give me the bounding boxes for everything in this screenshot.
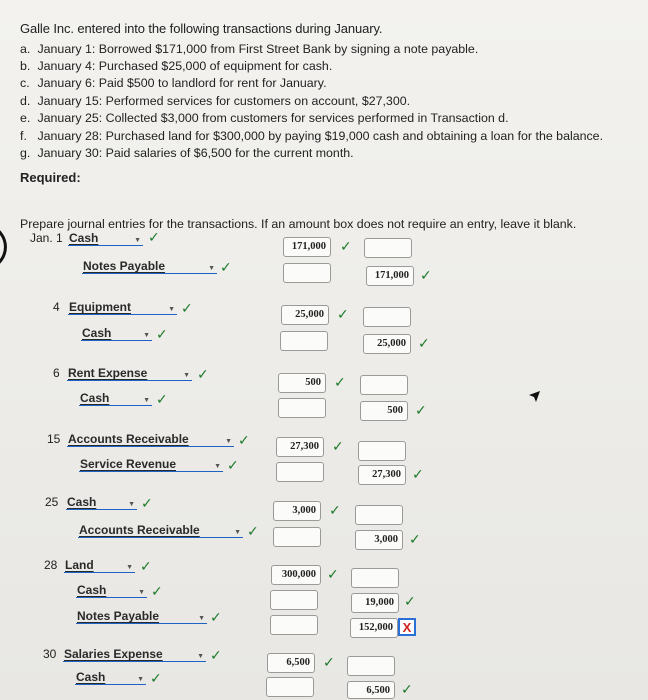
debit-account-select[interactable]: Salaries Expense ▼ [63, 647, 206, 662]
credit-amount-input[interactable]: 152,000 [350, 618, 398, 638]
check-icon: ✓ [334, 374, 346, 390]
transaction-f: f. January 28: Purchased land for $300,000 by paying $19,000 cash and obtaining a loan for the balance. [20, 129, 604, 143]
chevron-down-icon: ▼ [197, 653, 204, 660]
debit-amount-input[interactable]: 300,000 [271, 565, 321, 585]
transaction-a: a. January 1: Borrowed $171,000 from First Street Bank by signing a note payable. [20, 42, 479, 56]
chevron-down-icon: ▼ [143, 397, 150, 404]
chevron-down-icon: ▼ [134, 237, 141, 244]
chevron-down-icon: ▼ [183, 372, 190, 379]
debit-account-select[interactable]: Accounts Receivable ▼ [67, 432, 234, 447]
debit-amount-input[interactable] [278, 398, 326, 418]
check-icon: ✓ [141, 495, 153, 511]
check-icon: ✓ [418, 335, 430, 351]
chevron-down-icon: ▼ [234, 529, 241, 536]
check-icon: ✓ [332, 438, 344, 454]
check-icon: ✓ [337, 306, 349, 322]
chevron-down-icon: ▼ [137, 676, 144, 683]
credit-amount-input[interactable] [358, 441, 406, 461]
check-icon: ✓ [415, 402, 427, 418]
chevron-down-icon: ▼ [208, 265, 215, 272]
debit-amount-input[interactable] [270, 615, 318, 635]
check-icon: ✓ [151, 583, 163, 599]
debit-amount-input[interactable]: 25,000 [281, 305, 329, 325]
entry-date: 4 [53, 300, 60, 314]
check-icon: ✓ [420, 267, 432, 283]
chevron-down-icon: ▼ [143, 332, 150, 339]
entry-date: 30 [43, 647, 57, 661]
debit-amount-input[interactable] [270, 590, 318, 610]
credit-amount-input[interactable]: 25,000 [363, 334, 411, 354]
debit-amount-input[interactable]: 27,300 [276, 437, 324, 457]
check-icon: ✓ [156, 391, 168, 407]
chevron-down-icon: ▼ [128, 501, 135, 508]
instructions-text: Prepare journal entries for the transactions. If an amount box does not require an entry, leave it blank. [20, 217, 577, 231]
credit-amount-input[interactable] [355, 505, 403, 525]
credit-account-select[interactable]: Cash ▼ [76, 583, 147, 598]
credit-amount-input[interactable]: 19,000 [351, 593, 399, 613]
debit-amount-input[interactable] [273, 527, 321, 547]
chevron-down-icon: ▼ [168, 306, 175, 313]
check-icon: ✓ [156, 326, 168, 342]
credit-amount-input[interactable]: 6,500 [347, 681, 395, 699]
check-icon: ✓ [148, 229, 160, 245]
check-icon: ✓ [409, 531, 421, 547]
chevron-down-icon: ▼ [225, 438, 232, 445]
chevron-down-icon: ▼ [198, 615, 205, 622]
debit-amount-input[interactable]: 6,500 [267, 653, 315, 673]
debit-amount-input[interactable] [280, 331, 328, 351]
check-icon: ✓ [210, 609, 222, 625]
credit-account-select[interactable]: Cash ▼ [79, 391, 152, 406]
credit-amount-input[interactable] [364, 238, 412, 258]
chevron-down-icon: ▼ [138, 589, 145, 596]
debit-account-select[interactable]: Equipment ▼ [68, 300, 177, 315]
check-icon: ✓ [238, 432, 250, 448]
credit-amount-input[interactable] [360, 375, 408, 395]
debit-account-select[interactable]: Rent Expense ▼ [67, 366, 192, 381]
check-icon: ✓ [227, 457, 239, 473]
credit-amount-input[interactable]: 3,000 [355, 530, 403, 550]
check-icon: ✓ [181, 300, 193, 316]
transaction-e: e. January 25: Collected $3,000 from customers for services performed in Transaction d. [20, 111, 509, 125]
check-icon: ✓ [220, 259, 232, 275]
problem-title: Galle Inc. entered into the following transactions during January. [20, 21, 383, 36]
debit-amount-input[interactable]: 3,000 [273, 501, 321, 521]
entry-date: Jan. 1 [30, 231, 63, 245]
debit-amount-input[interactable] [283, 263, 331, 283]
debit-amount-input[interactable]: 171,000 [283, 237, 331, 257]
transaction-d: d. January 15: Performed services for customers on account, $27,300. [20, 94, 411, 108]
credit-account-select[interactable]: Accounts Receivable ▼ [78, 523, 243, 538]
check-icon: ✓ [412, 466, 424, 482]
debit-amount-input[interactable] [276, 462, 324, 482]
chevron-down-icon: ▼ [214, 463, 221, 470]
credit-amount-input[interactable]: 500 [360, 401, 408, 421]
check-icon: ✓ [340, 238, 352, 254]
entry-date: 25 [45, 495, 59, 509]
check-icon: ✓ [247, 523, 259, 539]
transaction-b: b. January 4: Purchased $25,000 of equipment for cash. [20, 59, 333, 73]
incorrect-x-icon: X [398, 618, 416, 636]
debit-amount-input[interactable]: 500 [278, 373, 326, 393]
check-icon: ✓ [404, 593, 416, 609]
transaction-g: g. January 30: Paid salaries of $6,500 for the current month. [20, 146, 354, 160]
credit-amount-input[interactable] [351, 568, 399, 588]
debit-account-select[interactable]: Cash ▼ [66, 495, 137, 510]
check-icon: ✓ [210, 647, 222, 663]
check-icon: ✓ [323, 654, 335, 670]
check-icon: ✓ [140, 558, 152, 574]
debit-account-select[interactable]: Cash ▼ [68, 231, 143, 246]
chevron-down-icon: ▼ [126, 564, 133, 571]
credit-account-select[interactable]: Service Revenue ▼ [79, 457, 223, 472]
mouse-cursor-icon [527, 389, 541, 403]
debit-amount-input[interactable] [266, 677, 314, 697]
credit-account-select[interactable]: Cash ▼ [81, 326, 152, 341]
credit-account-select[interactable]: Notes Payable ▼ [82, 259, 217, 274]
check-icon: ✓ [401, 681, 413, 697]
credit-amount-input[interactable]: 171,000 [366, 266, 414, 286]
check-icon: ✓ [197, 366, 209, 382]
entry-date: 28 [44, 558, 58, 572]
credit-account-select[interactable]: Notes Payable ▼ [76, 609, 207, 624]
credit-amount-input[interactable] [363, 307, 411, 327]
credit-amount-input[interactable] [347, 656, 395, 676]
check-icon: ✓ [150, 670, 162, 686]
credit-account-select[interactable]: Cash ▼ [75, 670, 146, 685]
check-icon: ✓ [327, 566, 339, 582]
required-heading: Required: [20, 170, 81, 185]
check-icon: ✓ [329, 502, 341, 518]
entry-date: 15 [47, 432, 61, 446]
entry-date: 6 [53, 366, 60, 380]
transaction-c: c. January 6: Paid $500 to landlord for rent for January. [20, 76, 327, 90]
debit-account-select[interactable]: Land ▼ [64, 558, 135, 573]
credit-amount-input[interactable]: 27,300 [358, 465, 406, 485]
